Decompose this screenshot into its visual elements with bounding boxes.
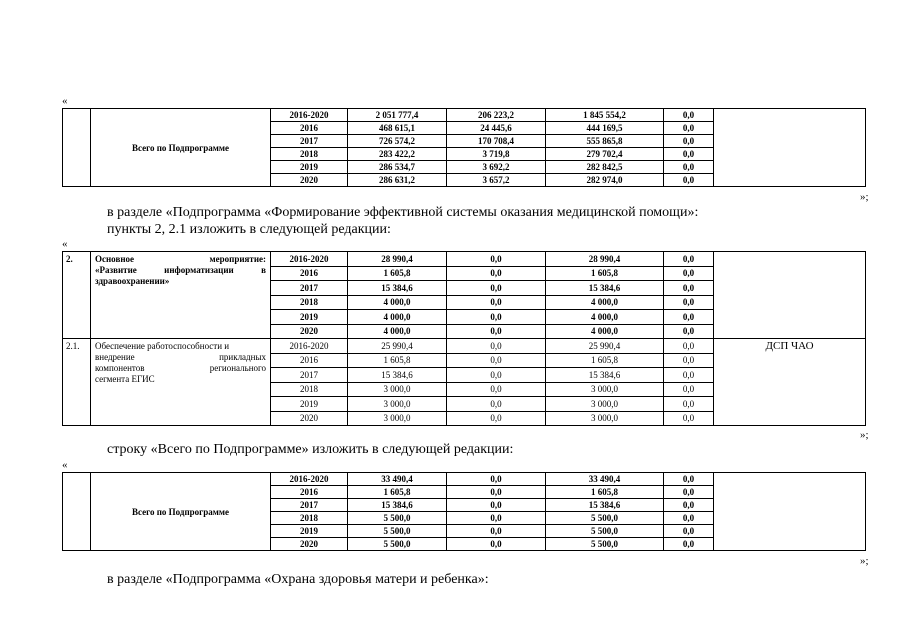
item-label — [91, 252, 271, 339]
federal-cell: 24 445,6 — [447, 122, 546, 135]
section-heading-paragraph: в разделе «Подпрограмма «Формирование эффективной системы оказания медицинской помощи»: — [107, 205, 699, 220]
federal-cell: 3 692,2 — [447, 161, 546, 174]
regional-cell: 15 384,6 — [546, 281, 664, 296]
regional-cell: 4 000,0 — [546, 324, 664, 339]
other-cell: 0,0 — [664, 499, 714, 512]
label-line: сегмента ЕГИС — [95, 374, 155, 384]
period-cell: 2018 — [271, 148, 348, 161]
instruction-paragraph: пункты 2, 2.1 изложить в следующей редакции: — [107, 222, 391, 237]
other-cell: 0,0 — [664, 353, 714, 368]
regional-cell: 5 500,0 — [546, 538, 664, 551]
federal-cell: 206 223,2 — [447, 109, 546, 122]
regional-cell: 3 000,0 — [546, 382, 664, 397]
total-cell: 3 000,0 — [348, 411, 447, 426]
close-quote-1: »; — [860, 191, 869, 203]
regional-cell: 282 842,5 — [546, 161, 664, 174]
other-cell: 0,0 — [664, 148, 714, 161]
period-cell: 2018 — [271, 382, 348, 397]
other-cell: 0,0 — [664, 397, 714, 412]
replace-row-paragraph: строку «Всего по Подпрограмме» изложить в следующей редакции: — [107, 442, 514, 457]
regional-cell: 1 605,8 — [546, 486, 664, 499]
total-cell: 33 490,4 — [348, 473, 447, 486]
federal-cell: 0,0 — [447, 368, 546, 383]
other-cell: 0,0 — [664, 525, 714, 538]
open-quote-3: « — [62, 459, 68, 471]
regional-cell: 4 000,0 — [546, 310, 664, 325]
close-quote-2: »; — [860, 429, 869, 441]
regional-cell: 1 605,8 — [546, 266, 664, 281]
federal-cell: 170 708,4 — [447, 135, 546, 148]
federal-cell: 0,0 — [447, 252, 546, 267]
period-cell: 2017 — [271, 135, 348, 148]
total-cell: 5 500,0 — [348, 525, 447, 538]
total-cell: 5 500,0 — [348, 538, 447, 551]
regional-cell: 5 500,0 — [546, 525, 664, 538]
subprogram-label: Всего по Подпрограмме — [91, 109, 271, 187]
period-cell: 2018 — [271, 295, 348, 310]
total-cell: 286 534,7 — [348, 161, 447, 174]
executor-cell — [714, 252, 866, 339]
total-cell: 468 615,1 — [348, 122, 447, 135]
federal-cell: 0,0 — [447, 324, 546, 339]
item-number: 2.1. — [63, 339, 91, 426]
other-cell: 0,0 — [664, 281, 714, 296]
other-cell: 0,0 — [664, 538, 714, 551]
regional-cell: 1 845 554,2 — [546, 109, 664, 122]
executor-cell — [714, 109, 866, 187]
regional-cell: 282 974,0 — [546, 174, 664, 187]
period-cell: 2017 — [271, 281, 348, 296]
regional-cell: 3 000,0 — [546, 397, 664, 412]
period-cell: 2016-2020 — [271, 473, 348, 486]
label-word: прикладных — [219, 352, 266, 362]
period-cell: 2016 — [271, 486, 348, 499]
item-label — [91, 339, 271, 426]
executor-cell: ДСП ЧАО — [714, 339, 866, 426]
total-cell: 5 500,0 — [348, 512, 447, 525]
total-cell: 3 000,0 — [348, 382, 447, 397]
table-row — [63, 109, 866, 122]
period-cell: 2020 — [271, 324, 348, 339]
total-cell: 286 631,2 — [348, 174, 447, 187]
total-cell: 2 051 777,4 — [348, 109, 447, 122]
label-line: Обеспечение работоспособности и — [95, 341, 230, 351]
next-section-paragraph: в разделе «Подпрограмма «Охрана здоровья матери и ребенка»: — [107, 572, 489, 587]
open-quote-1: « — [62, 95, 68, 107]
other-cell: 0,0 — [664, 266, 714, 281]
federal-cell: 0,0 — [447, 339, 546, 354]
subprogram-total-table-2 — [62, 472, 866, 551]
other-cell: 0,0 — [664, 135, 714, 148]
label-word: «Развитие — [95, 265, 137, 275]
total-cell: 283 422,2 — [348, 148, 447, 161]
other-cell: 0,0 — [664, 411, 714, 426]
total-cell: 3 000,0 — [348, 397, 447, 412]
federal-cell: 0,0 — [447, 295, 546, 310]
period-cell: 2019 — [271, 161, 348, 174]
total-cell: 28 990,4 — [348, 252, 447, 267]
regional-cell: 444 169,5 — [546, 122, 664, 135]
federal-cell: 0,0 — [447, 411, 546, 426]
period-cell: 2018 — [271, 512, 348, 525]
period-cell: 2016 — [271, 122, 348, 135]
regional-cell: 3 000,0 — [546, 411, 664, 426]
federal-cell: 0,0 — [447, 473, 546, 486]
total-cell: 1 605,8 — [348, 353, 447, 368]
period-cell: 2016-2020 — [271, 109, 348, 122]
table-row — [63, 252, 866, 267]
federal-cell: 0,0 — [447, 310, 546, 325]
federal-cell: 0,0 — [447, 382, 546, 397]
total-cell: 1 605,8 — [348, 486, 447, 499]
regional-cell: 555 865,8 — [546, 135, 664, 148]
total-cell: 15 384,6 — [348, 368, 447, 383]
federal-cell: 0,0 — [447, 266, 546, 281]
federal-cell: 0,0 — [447, 353, 546, 368]
regional-cell: 25 990,4 — [546, 339, 664, 354]
period-cell: 2017 — [271, 368, 348, 383]
label-line: здравоохранении» — [95, 276, 170, 286]
period-cell: 2019 — [271, 310, 348, 325]
other-cell: 0,0 — [664, 252, 714, 267]
total-cell: 4 000,0 — [348, 324, 447, 339]
other-cell: 0,0 — [664, 339, 714, 354]
close-quote-3: »; — [860, 555, 869, 567]
total-cell: 1 605,8 — [348, 266, 447, 281]
regional-cell: 279 702,4 — [546, 148, 664, 161]
federal-cell: 0,0 — [447, 525, 546, 538]
total-cell: 726 574,2 — [348, 135, 447, 148]
federal-cell: 3 719,8 — [447, 148, 546, 161]
other-cell: 0,0 — [664, 295, 714, 310]
period-cell: 2020 — [271, 411, 348, 426]
period-cell: 2019 — [271, 397, 348, 412]
federal-cell: 3 657,2 — [447, 174, 546, 187]
period-cell: 2017 — [271, 499, 348, 512]
other-cell: 0,0 — [664, 174, 714, 187]
item-number: 2. — [63, 252, 91, 339]
label-word: компонентов — [95, 363, 145, 373]
other-cell: 0,0 — [664, 512, 714, 525]
program-items-table — [62, 251, 866, 426]
period-cell: 2016 — [271, 353, 348, 368]
regional-cell: 28 990,4 — [546, 252, 664, 267]
regional-cell: 5 500,0 — [546, 512, 664, 525]
row-number-cell — [63, 109, 91, 187]
other-cell: 0,0 — [664, 161, 714, 174]
open-quote-2: « — [62, 238, 68, 250]
other-cell: 0,0 — [664, 473, 714, 486]
label-word: регионального — [209, 363, 266, 373]
federal-cell: 0,0 — [447, 538, 546, 551]
other-cell: 0,0 — [664, 122, 714, 135]
period-cell: 2019 — [271, 525, 348, 538]
table-row — [63, 339, 866, 354]
regional-cell: 1 605,8 — [546, 353, 664, 368]
period-cell: 2016-2020 — [271, 339, 348, 354]
period-cell: 2020 — [271, 538, 348, 551]
regional-cell: 15 384,6 — [546, 368, 664, 383]
label-word: внедрение — [95, 352, 135, 362]
total-cell: 15 384,6 — [348, 499, 447, 512]
total-cell: 4 000,0 — [348, 310, 447, 325]
total-cell: 15 384,6 — [348, 281, 447, 296]
total-cell: 4 000,0 — [348, 295, 447, 310]
label-word: мероприятие: — [209, 254, 266, 264]
label-word: Основное — [95, 254, 134, 264]
period-cell: 2020 — [271, 174, 348, 187]
federal-cell: 0,0 — [447, 512, 546, 525]
regional-cell: 4 000,0 — [546, 295, 664, 310]
other-cell: 0,0 — [664, 310, 714, 325]
period-cell: 2016-2020 — [271, 252, 348, 267]
federal-cell: 0,0 — [447, 281, 546, 296]
period-cell: 2016 — [271, 266, 348, 281]
federal-cell: 0,0 — [447, 486, 546, 499]
other-cell: 0,0 — [664, 486, 714, 499]
label-word: информатизации — [164, 265, 234, 275]
federal-cell: 0,0 — [447, 499, 546, 512]
total-cell: 25 990,4 — [348, 339, 447, 354]
subprogram-total-table-1 — [62, 108, 866, 187]
label-word: в — [261, 265, 267, 275]
other-cell: 0,0 — [664, 109, 714, 122]
row-number-cell — [63, 473, 91, 551]
other-cell: 0,0 — [664, 382, 714, 397]
other-cell: 0,0 — [664, 368, 714, 383]
regional-cell: 33 490,4 — [546, 473, 664, 486]
other-cell: 0,0 — [664, 324, 714, 339]
executor-cell — [714, 473, 866, 551]
federal-cell: 0,0 — [447, 397, 546, 412]
regional-cell: 15 384,6 — [546, 499, 664, 512]
table-row — [63, 473, 866, 486]
subprogram-label: Всего по Подпрограмме — [91, 473, 271, 551]
